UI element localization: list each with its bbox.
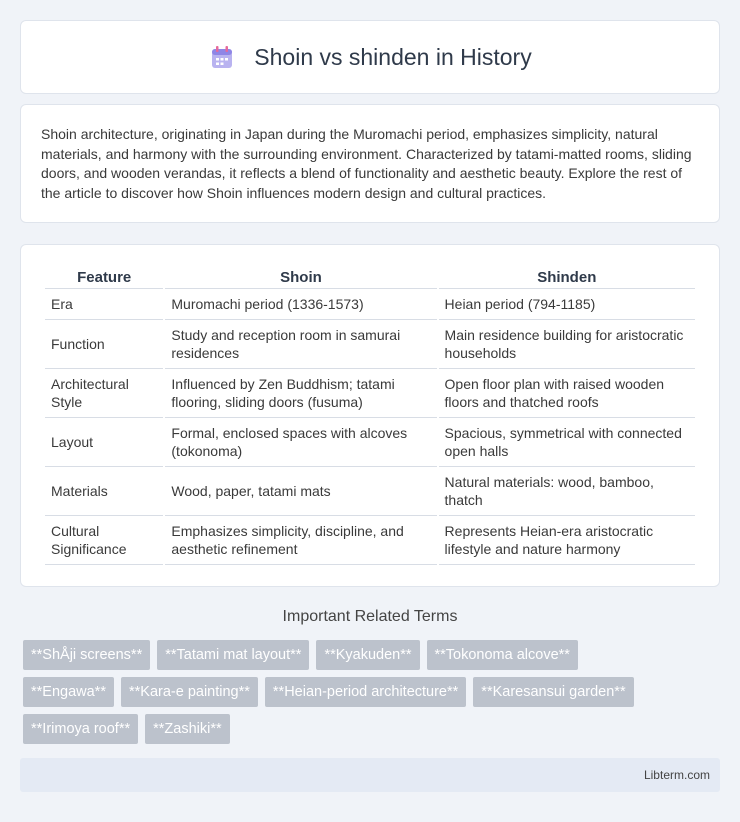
table-row <box>45 418 695 467</box>
table-header-row <box>45 265 695 289</box>
related-term-tag[interactable]: **ShÅji screens** <box>23 640 150 670</box>
related-terms-list <box>23 640 723 751</box>
calendar-icon <box>208 43 236 71</box>
table-cell-shoin: Formal, enclosed spaces with alcoves (tokonoma) <box>165 418 436 467</box>
table-cell-feature: Cultural Significance <box>45 516 163 565</box>
table-cell-feature: Layout <box>45 418 163 467</box>
table-row <box>45 320 695 369</box>
table-cell-shoin: Emphasizes simplicity, discipline, and aesthetic refinement <box>165 516 436 565</box>
footer <box>20 758 720 792</box>
column-header-feature: Feature <box>45 265 163 289</box>
table-row <box>45 467 695 516</box>
tag-row <box>23 714 723 744</box>
tag-row <box>23 640 723 670</box>
table-cell-shinden: Open floor plan with raised wooden floors and thatched roofs <box>439 369 695 418</box>
related-term-tag[interactable]: **Kyakuden** <box>316 640 419 670</box>
table-cell-shinden: Natural materials: wood, bamboo, thatch <box>439 467 695 516</box>
table-cell-feature: Materials <box>45 467 163 516</box>
related-term-tag[interactable]: **Tatami mat layout** <box>157 640 309 670</box>
related-term-tag[interactable]: **Tokonoma alcove** <box>427 640 578 670</box>
related-term-tag[interactable]: **Zashiki** <box>145 714 230 744</box>
table-cell-shinden: Represents Heian-era aristocratic lifestyle and nature harmony <box>439 516 695 565</box>
table-row <box>45 289 695 320</box>
related-term-tag[interactable]: **Engawa** <box>23 677 114 707</box>
related-term-tag[interactable]: **Irimoya roof** <box>23 714 138 744</box>
intro-paragraph: Shoin architecture, originating in Japan during the Muromachi period, emphasizes simplicity, natural materials, and harmony with the surrounding environment. Characterized by tatami-matted rooms, sliding doors, and wooden verandas, it reflects a blend of functionality and aesthetic beauty. Explore the rest of the article to discover how Shoin influences modern design and cultural practices. <box>41 126 692 201</box>
page-title: Shoin vs shinden in History <box>254 43 532 70</box>
comparison-card <box>20 244 720 587</box>
table-cell-shoin: Muromachi period (1336-1573) <box>165 289 436 320</box>
table-cell-feature: Function <box>45 320 163 369</box>
table-cell-shoin: Study and reception room in samurai residences <box>165 320 436 369</box>
column-header-shinden: Shinden <box>439 265 695 289</box>
table-row <box>45 516 695 565</box>
footer-site-link[interactable]: Libterm.com <box>643 768 710 782</box>
table-cell-shinden: Spacious, symmetrical with connected open halls <box>439 418 695 467</box>
related-term-tag[interactable]: **Karesansui garden** <box>473 677 633 707</box>
table-row <box>45 369 695 418</box>
table-cell-feature: Architectural Style <box>45 369 163 418</box>
tag-row <box>23 677 723 707</box>
table-cell-shinden: Heian period (794-1185) <box>439 289 695 320</box>
related-terms-heading: Important Related Terms <box>282 608 458 625</box>
table-cell-feature: Era <box>45 289 163 320</box>
header-card <box>20 20 720 94</box>
table-cell-shoin: Influenced by Zen Buddhism; tatami flooring, sliding doors (fusuma) <box>165 369 436 418</box>
related-term-tag[interactable]: **Kara-e painting** <box>121 677 258 707</box>
column-header-shoin: Shoin <box>165 265 436 289</box>
table-cell-shoin: Wood, paper, tatami mats <box>165 467 436 516</box>
table-cell-shinden: Main residence building for aristocratic households <box>439 320 695 369</box>
related-term-tag[interactable]: **Heian-period architecture** <box>265 677 466 707</box>
comparison-table <box>43 265 697 565</box>
intro-card <box>20 104 720 223</box>
